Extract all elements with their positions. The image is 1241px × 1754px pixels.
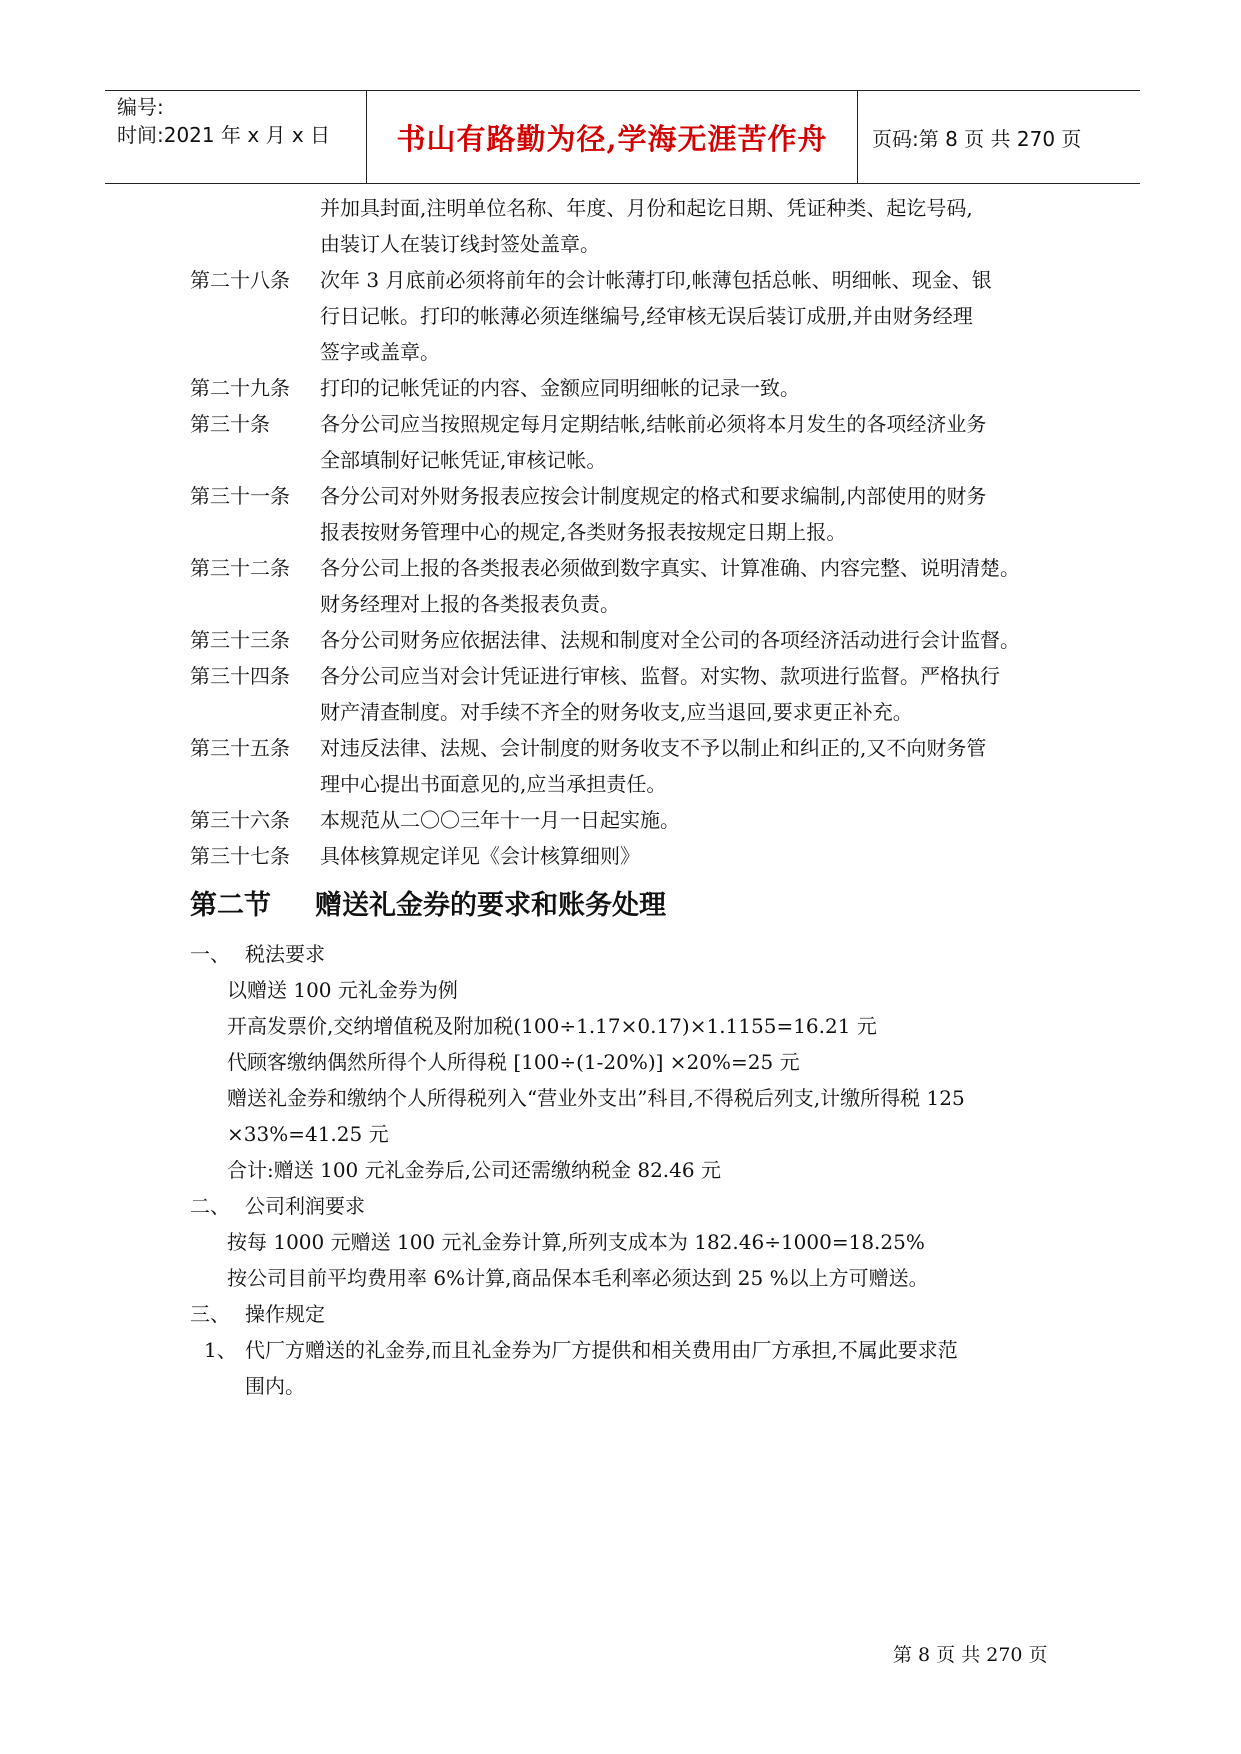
article-label: 第二十九条 [190,376,290,400]
article-text: 签字或盖章。 [320,340,440,364]
subsection-title: 操作规定 [245,1302,325,1326]
article-label: 第三十五条 [190,736,290,760]
article-text: 打印的记帐凭证的内容、金额应同明细帐的记录一致。 [320,376,800,400]
document-number-label: 编号: [117,95,164,119]
header-page-label: 页码:第 8 页 共 270 页 [872,126,1082,151]
article-text: 本规范从二〇〇三年十一月一日起实施。 [320,808,680,832]
subsection-title: 税法要求 [245,942,325,966]
article-label: 第三十四条 [190,664,290,688]
body-line: 按每 1000 元赠送 100 元礼金券计算,所列支成本为 182.46÷1000=18.25% [227,1230,925,1254]
article-text: 各分公司上报的各类报表必须做到数字真实、计算准确、内容完整、说明清楚。 [320,556,1020,580]
subsection-number: 一、 [190,942,230,966]
article-text: 具体核算规定详见《会计核算细则》 [320,844,640,868]
article-text: 次年 3 月底前必须将前年的会计帐薄打印,帐薄包括总帐、明细帐、现金、银 [320,268,992,292]
subsection-number: 三、 [190,1302,230,1326]
body-line: ×33%=41.25 元 [227,1122,389,1146]
body-line: 代厂方赠送的礼金券,而且礼金券为厂方提供和相关费用由厂方承担,不属此要求范 [245,1338,958,1362]
article-label: 第三十二条 [190,556,290,580]
article-label: 第三十条 [190,412,270,436]
section-heading [190,883,666,922]
body-line: 并加具封面,注明单位名称、年度、月份和起讫日期、凭证种类、起讫号码, [320,196,973,220]
article-text: 各分公司财务应依据法律、法规和制度对全公司的各项经济活动进行会计监督。 [320,628,1020,652]
article-text: 财务经理对上报的各类报表负责。 [320,592,620,616]
article-text: 各分公司对外财务报表应按会计制度规定的格式和要求编制,内部使用的财务 [320,484,987,508]
header-meta [105,91,367,183]
article-label: 第三十六条 [190,808,290,832]
page-footer: 第 8 页 共 270 页 [893,1644,1048,1666]
article-text: 财产清查制度。对手续不齐全的财务收支,应当退回,要求更正补充。 [320,700,913,724]
body-line: 开高发票价,交纳增值税及附加税(100÷1.17×0.17)×1.1155=16.21 元 [227,1014,877,1038]
header-motto: 书山有路勤为径,学海无涯苦作舟 [367,91,858,183]
body-line: 代顾客缴纳偶然所得个人所得税 [100÷(1-20%)] ×20%=25 元 [227,1050,800,1074]
page-header [105,90,1140,184]
body-line: 按公司目前平均费用率 6%计算,商品保本毛利率必须达到 25 %以上方可赠送。 [227,1266,929,1290]
article-text: 报表按财务管理中心的规定,各类财务报表按规定日期上报。 [320,520,847,544]
section-number: 第二节 [190,890,271,921]
article-text: 各分公司应当按照规定每月定期结帐,结帐前必须将本月发生的各项经济业务 [320,412,987,436]
subsection-number: 二、 [190,1194,230,1218]
body-line: 合计:赠送 100 元礼金券后,公司还需缴纳税金 82.46 元 [227,1158,721,1182]
section-title: 赠送礼金券的要求和账务处理 [315,890,666,921]
body-line: 赠送礼金券和缴纳个人所得税列入“营业外支出”科目,不得税后列支,计缴所得税 125 [227,1086,965,1110]
subsection-title: 公司利润要求 [245,1194,365,1218]
article-label: 第二十八条 [190,268,290,292]
item-number: 1、 [204,1338,237,1362]
article-text: 全部填制好记帐凭证,审核记帐。 [320,448,607,472]
article-text: 理中心提出书面意见的,应当承担责任。 [320,772,667,796]
body-line: 以赠送 100 元礼金券为例 [227,978,458,1002]
article-label: 第三十七条 [190,844,290,868]
body-line: 由装订人在装订线封签处盖章。 [320,232,600,256]
article-label: 第三十一条 [190,484,290,508]
article-text: 各分公司应当对会计凭证进行审核、监督。对实物、款项进行监督。严格执行 [320,664,1000,688]
document-time-label: 时间:2021 年 x 月 x 日 [117,123,331,147]
article-text: 对违反法律、法规、会计制度的财务收支不予以制止和纠正的,又不向财务管 [320,736,987,760]
body-line: 围内。 [245,1374,305,1398]
article-label: 第三十三条 [190,628,290,652]
article-text: 行日记帐。打印的帐薄必须连继编号,经审核无误后装订成册,并由财务经理 [320,304,973,328]
